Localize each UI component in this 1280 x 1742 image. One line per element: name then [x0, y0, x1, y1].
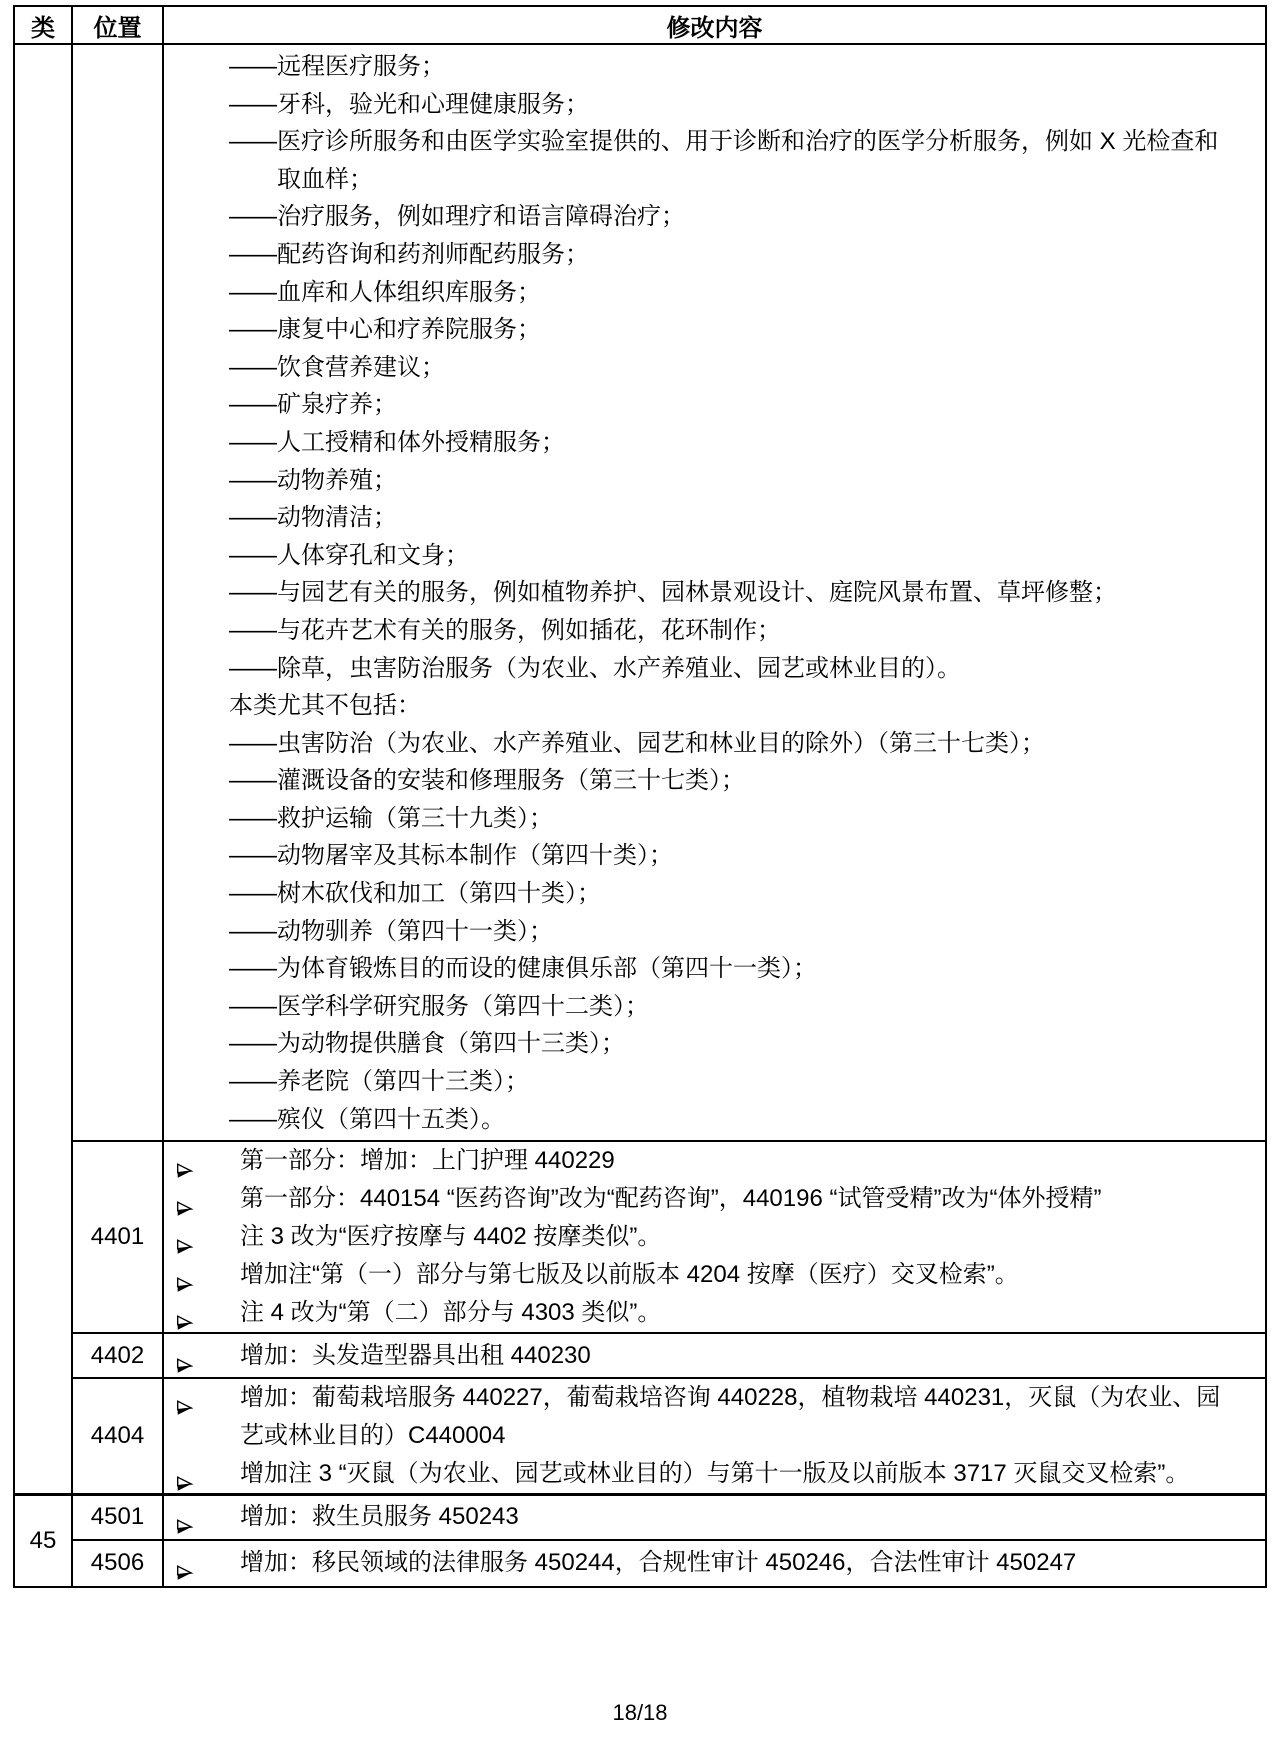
- table-row-4402: [14, 1333, 1266, 1378]
- position-cell-4404: 4404: [72, 1378, 163, 1495]
- arrow-bullet-icon: [176, 1555, 193, 1571]
- content-line: ——与园艺有关的服务，例如植物养护、园林景观设计、庭院风景布置、草坪修整；: [229, 579, 1117, 607]
- content-line: ——牙科，验光和心理健康服务；: [229, 90, 589, 118]
- position-cell-4506: 4506: [72, 1540, 163, 1587]
- arrow-bullet-icon: [176, 1229, 193, 1245]
- content-line: ——与花卉艺术有关的服务，例如插花，花环制作；: [229, 616, 781, 644]
- class-cell-44: [14, 44, 72, 1495]
- table-row-4506: [14, 1540, 1266, 1587]
- bullet-item: 增加：葡萄栽培服务 440227，葡萄栽培咨询 440228，植物栽培 440231，灭鼠（为农业、园: [164, 1379, 1265, 1417]
- content-line: ——为动物提供膳食（第四十三类）；: [229, 1030, 625, 1058]
- bullet-item: 增加注“第（一）部分与第七版及以前版本 4204 按摩（医疗）交叉检索”。: [164, 1256, 1265, 1294]
- position-cell-4501: 4501: [72, 1495, 163, 1540]
- content-line: 本类尤其不包括：: [229, 692, 421, 720]
- content-line: ——人工授精和体外授精服务；: [229, 428, 565, 456]
- content-line: ——医学科学研究服务（第四十二类）；: [229, 992, 649, 1020]
- content-line: ——配药咨询和药剂师配药服务；: [229, 240, 589, 268]
- arrow-bullet-icon: [176, 1305, 193, 1321]
- content-line: ——饮食营养建议；: [229, 353, 445, 381]
- position-cell-4401: 4401: [72, 1141, 163, 1333]
- arrow-bullet-icon: [176, 1348, 193, 1364]
- content-line: 取血样；: [277, 165, 373, 193]
- table-row-class44-notes: [14, 44, 1266, 1141]
- position-cell-4402: 4402: [72, 1333, 163, 1378]
- arrow-bullet-icon: [176, 1267, 193, 1283]
- content-line: ——人体穿孔和文身；: [229, 541, 469, 569]
- bullet-item: 增加：头发造型器具出租 440230: [164, 1337, 1265, 1375]
- content-cell-4506: [163, 1540, 1266, 1587]
- header-class: 类: [14, 6, 72, 44]
- content-line: ——殡仪（第四十五类）。: [229, 1105, 505, 1133]
- header-content: 修改内容: [163, 6, 1266, 44]
- content-line: ——养老院（第四十三类）；: [229, 1068, 529, 1096]
- bullet-item: 增加：移民领域的法律服务 450244，合规性审计 450246，合法性审计 450247: [164, 1544, 1265, 1582]
- class-cell-45: 45: [14, 1495, 72, 1587]
- bullet-item: 注 4 改为“第（二）部分与 4303 类似”。: [164, 1294, 1265, 1332]
- bullet-item: 注 3 改为“医疗按摩与 4402 按摩类似”。: [164, 1218, 1265, 1256]
- arrow-bullet-icon: [176, 1153, 193, 1169]
- content-cell-4402: [163, 1333, 1266, 1378]
- arrow-bullet-icon: [176, 1191, 193, 1207]
- bullet-item: 第一部分：440154 “医药咨询”改为“配药咨询”，440196 “试管受精”改为“体外授精”: [164, 1180, 1265, 1218]
- arrow-bullet-icon: [176, 1509, 193, 1525]
- content-cell-4501: [163, 1495, 1266, 1540]
- content-line: ——树木砍伐和加工（第四十类）；: [229, 880, 601, 908]
- bullet-item: 增加：救生员服务 450243: [164, 1498, 1265, 1536]
- bullet-item: 第一部分：增加：上门护理 440229: [164, 1142, 1265, 1180]
- content-line: ——远程医疗服务；: [229, 53, 445, 80]
- table-row-4501: [14, 1495, 1266, 1540]
- arrow-bullet-icon: [176, 1390, 193, 1406]
- bullet-item-continuation: 艺或林业目的）C440004: [240, 1422, 506, 1449]
- content-line: ——除草，虫害防治服务（为农业、水产养殖业、园艺或林业目的）。: [229, 654, 961, 682]
- content-line: ——治疗服务，例如理疗和语言障碍治疗；: [229, 203, 685, 231]
- modification-table: [13, 5, 1267, 1588]
- position-cell-blank: [72, 44, 163, 1141]
- content-line: ——医疗诊所服务和由医学实验室提供的、用于诊断和治疗的医学分析服务，例如 X 光检查和: [229, 128, 1219, 156]
- content-cell-class44-notes: [163, 44, 1266, 1141]
- content-cell-4401: [163, 1141, 1266, 1333]
- bullet-item: 增加注 3 “灭鼠（为农业、园艺或林业目的）与第十一版及以前版本 3717 灭鼠交叉检索”。: [164, 1455, 1265, 1493]
- content-line: ——动物清洁；: [229, 504, 397, 532]
- content-line: ——矿泉疗养；: [229, 391, 397, 419]
- page-number: 18/18: [612, 1700, 668, 1725]
- content-line: ——动物屠宰及其标本制作（第四十类）；: [229, 842, 673, 870]
- content-line: ——灌溉设备的安装和修理服务（第三十七类）；: [229, 767, 745, 795]
- content-cell-4404: [163, 1378, 1266, 1495]
- content-line: ——动物驯养（第四十一类）；: [229, 917, 553, 945]
- table-header-row: [14, 6, 1266, 44]
- header-position: 位置: [72, 6, 163, 44]
- content-line: ——血库和人体组织库服务；: [229, 278, 541, 306]
- table-row-4401: [14, 1141, 1266, 1333]
- content-line: ——为体育锻炼目的而设的健康俱乐部（第四十一类）；: [229, 955, 817, 983]
- content-line: ——动物养殖；: [229, 466, 397, 494]
- table-row-4404: [14, 1378, 1266, 1495]
- content-line: ——救护运输（第三十九类）；: [229, 804, 553, 832]
- arrow-bullet-icon: [176, 1466, 193, 1482]
- content-line: ——虫害防治（为农业、水产养殖业、园艺和林业目的除外）（第三十七类）；: [229, 729, 1045, 757]
- content-line: ——康复中心和疗养院服务；: [229, 316, 541, 344]
